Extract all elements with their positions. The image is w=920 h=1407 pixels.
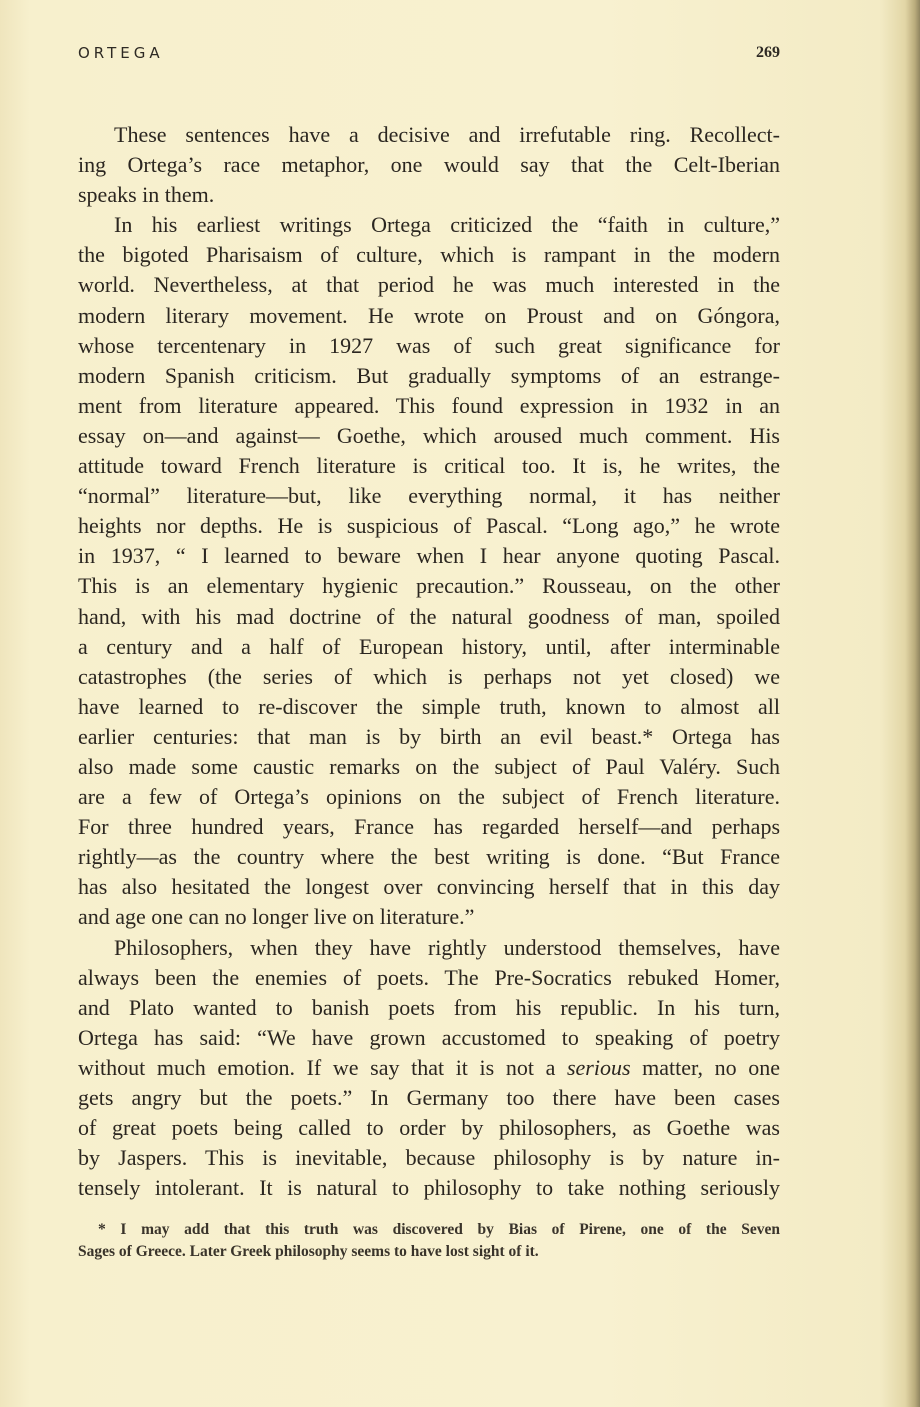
text-line bbox=[78, 541, 780, 571]
text-line bbox=[78, 1083, 780, 1113]
line-text: the bigoted Pharisaism of culture, which is rampant in the modern bbox=[78, 242, 780, 268]
text-line bbox=[78, 481, 780, 511]
running-head bbox=[78, 44, 780, 68]
line-text: by Jaspers. This is inevitable, because philosophy is by nature in- bbox=[78, 1145, 780, 1171]
line-text: without much emotion. If we say that it is not a bbox=[78, 1054, 567, 1080]
text-line bbox=[78, 933, 780, 963]
text-line bbox=[78, 180, 780, 210]
text-line bbox=[78, 812, 780, 842]
text-line bbox=[78, 632, 780, 662]
line-text: In his earliest writings Ortega criticized the “faith in culture,” bbox=[114, 212, 780, 238]
footnote-line: * I may add that this truth was discovered by Bias of Pirene, one of the Seven bbox=[98, 1221, 780, 1238]
line-text: world. Nevertheless, at that period he was much interested in the bbox=[78, 272, 780, 298]
text-line bbox=[78, 1113, 780, 1143]
text-line bbox=[78, 150, 780, 180]
line-text: This is an elementary hygienic precaution.” Rousseau, on the other bbox=[78, 573, 780, 599]
text-line bbox=[78, 662, 780, 692]
text-line bbox=[78, 963, 780, 993]
running-head-title: ORTEGA bbox=[78, 44, 164, 62]
text-line bbox=[78, 120, 780, 150]
text-line bbox=[78, 722, 780, 752]
line-text: whose tercentenary in 1927 was of such great significance for bbox=[78, 332, 780, 358]
text-line bbox=[78, 902, 780, 932]
line-text: a century and a half of European history, until, after interminable bbox=[78, 633, 780, 659]
line-text: Philosophers, when they have rightly understood themselves, have bbox=[114, 934, 780, 960]
line-text: in 1937, “ I learned to beware when I hear anyone quoting Pascal. bbox=[78, 543, 780, 569]
line-text: and age one can no longer live on literature.” bbox=[78, 904, 475, 930]
text-line bbox=[78, 782, 780, 812]
line-text: gets angry but the poets.” In Germany too there have been cases bbox=[78, 1085, 780, 1110]
line-text: have learned to re-discover the simple truth, known to almost all bbox=[78, 693, 780, 719]
line-text: essay on—and against— Goethe, which aroused much comment. His bbox=[78, 422, 780, 448]
text-line bbox=[78, 421, 780, 451]
footnote-line: Sages of Greece. Later Greek philosophy seems to have lost sight of it. bbox=[78, 1243, 539, 1260]
text-line bbox=[78, 391, 780, 421]
text-line bbox=[78, 451, 780, 481]
text-line bbox=[78, 1143, 780, 1173]
text-line bbox=[78, 210, 780, 240]
line-text: heights nor depths. He is suspicious of Pascal. “Long ago,” he wrote bbox=[78, 513, 780, 539]
text-line bbox=[78, 1023, 780, 1053]
line-text: modern Spanish criticism. But gradually symptoms of an estrange- bbox=[78, 362, 780, 388]
text-line bbox=[78, 511, 780, 541]
text-line bbox=[78, 602, 780, 632]
text-line bbox=[78, 692, 780, 722]
line-text: earlier centuries: that man is by birth an evil beast.* Ortega has bbox=[78, 723, 780, 749]
line-text: “normal” literature—but, like everything normal, it has neither bbox=[78, 483, 780, 509]
line-text: These sentences have a decisive and irrefutable ring. Recollect- bbox=[114, 122, 780, 147]
line-text: Ortega has said: “We have grown accustomed to speaking of poetry bbox=[78, 1024, 780, 1050]
text-line bbox=[78, 571, 780, 601]
line-text: also made some caustic remarks on the subject of Paul Valéry. Such bbox=[78, 753, 780, 779]
line-text: has also hesitated the longest over convincing herself that in this day bbox=[78, 874, 780, 900]
line-text: attitude toward French literature is critical too. It is, he writes, the bbox=[78, 453, 780, 479]
line-text: tensely intolerant. It is natural to philosophy to take nothing seriously bbox=[78, 1175, 780, 1201]
line-text: ing Ortega’s race metaphor, one would say that the Celt-Iberian bbox=[78, 152, 780, 178]
text-line bbox=[78, 1173, 780, 1203]
body-text bbox=[78, 120, 780, 1203]
line-text: catastrophes (the series of which is perhaps not yet closed) we bbox=[78, 663, 780, 689]
text-line bbox=[78, 270, 780, 300]
text-line bbox=[78, 993, 780, 1023]
text-line bbox=[78, 872, 780, 902]
line-text: For three hundred years, France has regarded herself—and perhaps bbox=[78, 814, 780, 840]
text-line bbox=[78, 842, 780, 872]
text-line bbox=[78, 752, 780, 782]
line-text: ment from literature appeared. This found expression in 1932 in an bbox=[78, 392, 780, 418]
text-line bbox=[78, 361, 780, 391]
text-line bbox=[78, 1053, 780, 1083]
line-text: always been the enemies of poets. The Pre-Socratics rebuked Homer, bbox=[78, 964, 780, 990]
text-line bbox=[78, 331, 780, 361]
line-text: speaks in them. bbox=[78, 182, 215, 208]
page-number: 269 bbox=[756, 44, 780, 61]
line-text: are a few of Ortega’s opinions on the subject of French literature. bbox=[78, 784, 780, 810]
line-text: rightly—as the country where the best writing is done. “But France bbox=[78, 844, 780, 870]
footnote bbox=[78, 1219, 780, 1263]
text-line bbox=[78, 240, 780, 270]
line-text: of great poets being called to order by philosophers, as Goethe was bbox=[78, 1115, 780, 1141]
italic-word: serious bbox=[566, 1054, 631, 1080]
line-text-after: matter, no one bbox=[630, 1054, 780, 1080]
text-line bbox=[78, 301, 780, 331]
line-text: modern literary movement. He wrote on Proust and on Góngora, bbox=[78, 302, 780, 328]
line-text: and Plato wanted to banish poets from his republic. In his turn, bbox=[78, 994, 780, 1020]
line-text: hand, with his mad doctrine of the natural goodness of man, spoiled bbox=[78, 603, 780, 629]
